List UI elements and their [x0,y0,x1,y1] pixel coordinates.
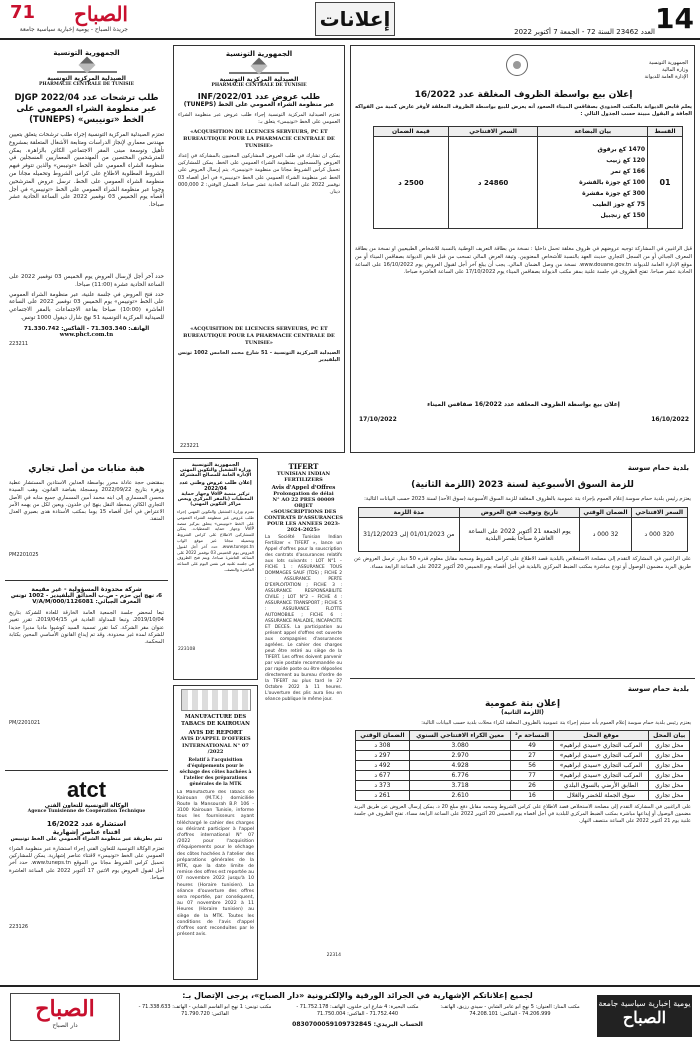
footer-office-1: مكتب المنار: العنوان: 5 نهج ابو عامر الشابي - سيدي رزيق، الهاتف: 74.206.999 - الفاكس: 74.208.101 [440,1004,580,1017]
ad-pct-tender-inf [173,45,345,453]
ad-subtitle: تركيز منصة VoIP وجهاز حماية المعطيات (بالمقر المركزي وبعض مراكز التكوين المهني) [177,492,254,507]
item-line: 300 كغ جوزة مقشرة [582,190,646,197]
ministry-label: وزارة التشغيل والتكوين المهني [179,468,252,473]
table-cell: 32 000 د [580,518,632,552]
org-name-fr: PHARMACIE CENTRALE DE TUNISIE [211,83,307,88]
republic-label: الجمهورية التونسية [225,50,293,58]
ad-heba-gift [5,458,168,576]
municipality-name: بلدية حمام سوسة [627,464,689,472]
col-header: السعر الافتتاحي [631,508,687,518]
ad-atct [5,770,168,980]
ad-title: طلب عروض عدد 2022/01/INF [197,92,321,101]
table-row: محل تجاري سوق الجملة للخضر والغلال 16 2.610 261 د [356,791,690,801]
table-cell: يوم الجمعة 21 أكتوبر 2022 على الساعة العاشرة صباحا بقصر البلدية [460,518,580,552]
ad-body: بمقتضى حجة عادلة محرر بواسطة العدلين الأستاذين المستشار عطية وزهرة بتاريخ 2022/09/22 ومسجلة بقباضة القانون، وهب السيدة محسن المسماري إلى ابنه محمد أمين المسماري جميع منابه في الأصل التجاري الكائن بمحطة النقل بنهج ابن خلدون. ويعين لكل من يهمه الأمر الاعتراض في أجل أقصاه 15 يوما بمكتب الأستاذة هدى بصيري العدل المنفذ. [9,480,164,523]
ad-body: يعتزم رئيس بلدية حمام سوسة إعلام العموم بأنه سيتم إجراء بتة عمومية بالظروف المغلقة لكراء محلات بلدية حسب البيانات التالية: [421,720,691,726]
ad-body-2: يمكن أن تشارك في طلب العروض المشاركون المعنيون بالمشاركة في إعداد العروض والمسجلون بمنظومة الشراء العمومي على الخط. يمكن للمشاركين تحميل كراس الشروط مجانا من منظومة «تونيبس». يتم إرسال العروض على الخط عبر منظومة الشراء العمومي على الخط «تونيبس» في أجل أقصاه 03 نوفمبر 2022 على الساعة الحادية عشر صباحا. الضمان الوقتي: 2 000,000 دينار. [178,153,340,196]
ad-body: La Manufacture des Tabacs de Kairouan (M.T.K.) domiciliée Route la Mansourah B.P. 106 - 3100 Kairouan Tunisie, informe tous les fournisseurs ayant téléchargé le cahier des charges ou désirant participer à l'appel d'offres international N° 07 /2022 pour l'acquisition d'équipements pour le séchage des côtes hachées à l'atelier des préparations générales de la MTK, que la date limite de remise des offres est reportée au 07 novembre 2022 jusqu'à 10 heures (Horaire tunisien). La séance d'ouverture des offres sera reportée, par conséquent, au 07 novembre 2022 à 11 Heures (Horaire tunisien) au siège de la MTK. Toutes les conditions de l'avis d'appel d'offres sont reconduites par le présent avis. [177,789,254,938]
ad-ref: N° AO 22 PRES 00009 [272,497,335,503]
footer-office-2: مكتب البحيرة: 4 شارع ابن خلدون، الهاتف: 71.752.178 - 71.752.440 - الفاكس: 71.750.004 [296,1004,419,1017]
org-name-fr: MANUFACTURE DES TABACS DE KAIROUAN [181,714,250,727]
footer-headline: لجميع إعلاناتكم الإشهارية في الجرائد الورقية والإلكترونية «دار الصباح»، يرجى الإتصال بـ: [182,991,533,1000]
ad-body: تبعا لمحضر جلسة الجمعية العامة الخارقة للعادة للشركة بتاريخ 2019/10/04، وتبعا للمداولة العادية في 2019/04/15، تقرر تغيير عنوان مقر الشركة. كما تقرر تسمية السيد كوشيوا ماديا مديرا جديدا للشركة لمدة غير محدودة. وقد تم إيداع القانون الأساسي المحين بكتابة المحكمة. [9,610,164,646]
ad-subtitle: Prolongation de délai [273,491,334,497]
pct-logo-icon [5,59,168,73]
col-header: الضمان الوقتي [580,508,632,518]
col-header: المساحة م² [511,731,553,741]
org-name-full: TUNISIAN INDIAN FERTILIZERS [276,471,331,483]
page-header [0,0,700,40]
deadline-line: إعلان بيع بواسطة الظروف المغلقة عدد 16/2022 صفاقس الميناء [427,401,620,408]
deadline-date: 16/10/2022 [651,416,689,423]
masthead-title: الصباح [73,2,128,26]
objet-label: OBJET [294,503,313,509]
ad-body: تعتزم الوكالة التونسية للتعاون الفني إجراء استشارة عبر منظومة الشراء العمومي على الخط «تونيبس» لاقتناء عناصر إشهارية. يمكن للمشاركين تحميل كراس الشروط مجانا من الموقع www.tuneps.tn. حدد آخر أجل لقبول العروض يوم الاثنين 17 أكتوبر 2022 على الساعة العاشرة صباحا. [9,846,164,881]
issue-line: العدد 23462 السنة 72 - الجمعة 7 أكتوبر 2022 [514,28,655,36]
ad-subtitle: اقتناء عناصر إشهارية [52,828,121,836]
ref-number: 223211 [9,340,29,347]
col-header: الضمان الوقتي [356,731,410,741]
col-header: قيمة الضمان [374,127,449,137]
col-header: موقع المحل [553,731,649,741]
ad-hammam-sousse-shops [350,678,695,980]
footer-office-3: مكتب تونس: 1 نهج ابو القاسم الشابي - الهاتف: 71.338.633 - الفاكس: 71.790.720 [138,1004,272,1017]
ad-hammam-sousse-market [350,458,695,673]
ad-customs-sale [350,45,695,453]
state-emblem-icon [506,54,528,76]
page-number: 14 [655,2,694,35]
guarantee-value: 2500 د [374,137,449,229]
page-footer [0,985,700,1045]
ad-subtitle: (اللزمة الثانية) [501,709,544,716]
object-fr-repeat: «ACQUISITION DE LICENCES SERVEURS, PC ET BUREAUTIQUE POUR LA PHARMACIE CENTRALE DE TUNISIE» [183,326,335,346]
address: الصيدلية المركزية التونسية - 51 شارع محمد الخامس 1002 تونس البلفيدير [178,350,340,363]
masthead-sub: جريدة الصباح - يومية إخبارية سياسية جامعة [19,26,128,33]
ad-title: إعلان بيع بواسطة الظروف المغلقة عدد 16/2022 [414,90,633,100]
municipality-name: بلدية حمام سوسة [627,685,689,693]
atct-logo-text: atct [66,777,107,802]
item-line: 75 كغ جوز الطيب [592,201,646,208]
ad-title: هبة منابات من أصل تجاري [28,464,145,474]
col-header: مدة اللزمة [358,508,460,518]
masthead-logo[interactable] [8,2,128,38]
table-row: محل تجاري المركب التجاري «سيدي ابراهيم» 27 2.970 297 د [356,751,690,761]
ad-body-2: على الراغبين في المشاركة التقدم إلى مصلحة الاستخلاص بالبلدية قصد الاطلاع على كراس الشروط وسحبه مقابل معلوم قدره 50 دينار. ترسل العروض عن طريق البريد مضمون الوصول أو تودع مباشرة بمكتب الضبط المركزي بالبلدية في أجل أقصاه يوم الخميس 20 أكتوبر 2022 على الساعة الرابعة مساء. [354,556,691,570]
ad-title: Avis d'Appel d'Offres [271,485,336,491]
ref-number: 223221 [180,442,200,449]
masthead-number: 71 [10,2,36,23]
avis-title: AVIS D'APPEL D'OFFRES INTERNATIONAL N° 07 /2022 [180,736,251,755]
ad-ministry-employment [173,458,258,680]
col-header: القسط [648,127,683,137]
object-fr: «ACQUISITION DE LICENCES SERVEURS, PC ET BUREAUTIQUE POUR LA PHARMACIE CENTRALE DE TUNISIE» [183,129,335,149]
col-header: معين الكراء الافتتاحي السنوي [409,731,511,741]
shops-table [355,730,690,801]
ad-kairouan-tobacco [173,685,258,980]
org-name: TIFERT [288,462,319,471]
ad-company-notice [5,580,168,765]
pct-logo-icon [174,60,344,74]
kairouan-logo-icon [181,689,251,711]
website-link[interactable]: www.phct.com.tn [59,331,114,338]
table-row: محل تجاري الطابق الأرضي بالسوق البلدي 26 3.718 373 د [356,781,690,791]
ref-number: 22314 [326,953,341,958]
ad-title: إعلان بتة عمومية [484,699,561,709]
ad-body: تعتزم الصيدلية المركزية التونسية إجراء طلب عروض عبر منظومة الشراء العمومي على الخط «تونيبس» يتعلق بـ: [178,112,340,125]
footer-logo[interactable] [10,993,120,1041]
opening-price: 24860 د [448,137,538,229]
col-header: تاريخ وتوقيت فتح العروض [460,508,580,518]
footer-tagline-box [597,995,692,1037]
ad-subtitle-2: تتم بطريقة عبر منظومة الشراء العمومي على الخط تونيبس [10,836,163,842]
ref-number: 223108 [178,647,196,652]
org-name: الصيدلية المركزية التونسية [47,75,126,82]
ad-title: للزمة السوق الأسبوعية لسنة 2023 (اللزمة الثانية) [411,480,634,490]
lot-number: 01 [648,137,683,229]
item-line: 1470 كغ برقوق [597,146,646,153]
ad-object: «SOUSCRIPTIONS DES CONTRATS D'ASSURANCES POUR LES ANNEES 2023-2024-2025» [264,509,343,533]
ad-title: استشارة عدد 16/2022 [46,820,127,828]
directorate-label: الإدارة العامة للديوانة [644,74,688,80]
ad-title: إعلان طلب عروض وطني عدد 2022/04 [179,480,252,492]
lots-table [373,126,683,229]
ad-title: طلب ترشحات عدد DJGP 2022/04 عبر منظومة الشراء العمومي على الخط «تونيبس» (TUNEPS) [14,93,159,125]
footer-tagline: يومية إخبارية سياسية جامعة [598,999,691,1008]
republic-label: الجمهورية التونسية [648,60,688,66]
ad-body: La Société Tunisian Indian Fertilizer « TIFERT », lance un Appel d'offres pour la souscription des contrats d'assurances relatifs aux lots suivants : LOT N°1 – FICHE 1 : ASSURANCE TOUS DOMMAGES SAUF (TDS) ; FICHE 2 : ASSURANCE PERTE D'EXPLOITATION ; FICHE 3 : ASSURANCE RESPONSABILITE CIVILE ; LOT N°2 – FICHE 4 : ASSURANCE TRANSPORT ; FICHE 5 : ASSURANCE FLOTTE AUTOMOBILE ; FICHE 6 : ASSURANCE MALADIE, INCAPACITE ET DECES. La participation au présent appel d'offres est ouverte aux compagnies d'assurances agréées. Le cahier des charges peut être retiré au siège de la TIFERT. Les offres doivent parvenir par voie postale recommandée ou par rapide poste ou être déposées directement au bureau d'ordre de la TIFERT au plus tard le 27 Octobre 2022 à 11 heures. L'ouverture des plis aura lieu en séance publique le même jour. [265,535,342,702]
ad-object: Relatif à l'acquisition d'équipements pour le séchage des côtes hachées à l'atelier des préparations générales de la MTK [179,757,252,787]
org-name-fr: PHARMACIE CENTRALE DE TUNISIE [38,82,135,87]
ad-body: تعتزم الصيدلية المركزية التونسية إجراء طلب ترشحات يتعلق بتعيين مهندس معماري لإنجاز الدراسات ومتابعة الأشغال المتعلقة بمشروع تأهيل وتوسعة مبنى المقر الاجتماعي الكائن بالزاهرة. يمكن للمترشحين المختصين من المهندسين المعماريين المسجلين في منظومة الشراء العمومي على الخط «تونيبس» والذين تتوفر فيهم الشروط المطلوبة الاطلاع على كراس الشروط وتحميله مجانا من منظومة الشراء العمومي على الخط. ترسل عروض المترشحين وجوبا عبر منظومة الشراء العمومي على الخط «تونيبس» في أجل أقصاه يوم الخميس 03 نوفمبر 2022 على الساعة الحادية عشر صباحا. [9,132,165,209]
ministry-label: وزارة المالية [662,67,688,73]
footer-contacts [130,991,585,1028]
ad-body: يعتزم رئيس بلدية حمام سوسة إعلام العموم بإجراء بتة عمومية بالظروف المغلقة للزمة السوق الأسبوعية (سوق الأحد) لسنة 2023 حسب البيانات التالية: [364,496,691,502]
items-list [538,137,648,229]
agency-label: الإدارة العامة للمصالح المشتركة [179,473,252,478]
company-type: شركة محدودة المسؤولية - غير مقيمة [31,586,142,593]
table-row: محل تجاري المركب التجاري «سيدي ابراهيم» 49 3.080 308 د [356,741,690,751]
footer-logo-title: الصباح [35,996,95,1022]
ad-body-2: على الراغبين في المشاركة التقدم إلى مصلحة الاستخلاص قصد الاطلاع على كراس الشروط وسحبه مقابل دفع مبلغ 20 د. يمكن إرسال العروض عن طريق البريد مضمون الوصول أو إيداعها مباشرة بمكتب الضبط المركزي للبلدية في أجل أقصاه يوم الخميس 20 أكتوبر 2022 على الساعة الرابعة مساء. تفتح الظروف في جلسة علنية يوم 21 أكتوبر 2022 على الساعة منتصف النهار. [354,804,691,825]
ad-pct-candidacy [5,45,168,453]
market-table [358,507,688,552]
contact-line: الهاتف: 71.303.340 - الفاكس: 71.330.742 [23,325,150,332]
opening-text: حدد فتح العروض في جلسة علنية، عبر منظومة الشراء العمومي على الخط «تونيبس» يوم الخميس 03 نوفمبر 2022 على الساعة العاشرة (10:00) صباحا بقاعة الاجتماعات بالمقر الاجتماعي للصيدلية المركزية التونسية 51 نهج شارل ديقول 1000 تونس. [9,291,165,321]
deadline-text: حدد آخر أجل لإرسال العروض يوم الخميس 03 نوفمبر 2022 على الساعة الحادية عشرة (11:00) صباحا. [9,274,165,288]
org-name-fr: Agence Tunisienne de Coopération Technique [27,809,146,814]
company-address: 6، نهج ابن حزم - ص.ب الحدائق البلفيدير - 1002 تونس [10,593,163,599]
republic-label: الجمهورية التونسية [53,49,120,57]
ref-number: PM/2201021 [9,720,41,726]
footer-logo-sub: دار الصباح [52,1022,78,1029]
org-name: الصيدلية المركزية التونسية [219,76,299,83]
col-header: بيان المحل [649,731,690,741]
item-line: 100 كغ جوزة بالقشرة [579,179,646,186]
ad-body: قبل الراغبين في المشاركة توجيه عروضهم في ظروف مغلقة تحمل داخليا : نسخة من بطاقة التعريف الوطنية بالنسبة للأشخاص الطبيعيين أو نسخة من بطاقة المعرف الجبائي أو من السجل التجاري حديث العهد بالنسبة للأشخاص المعنويين. وثيقة العرض المالي تسحب من قبل قابض الديوانة بصفاقس الميناء أو من موقع الإدارة العامة للديوانة www.douane.gov.tn. نسخة من وصل الضمان المالي. يجب أن يبلغ آخر أجل لقبول العروض يوم 16/10/2022 على الساعة الحادية عشر صباحا. تفتح الظروف في جلسة علنية بمقر مكتب الديوانة بصفاقس الميناء يوم 17/10/2022 على الساعة العاشرة صباحا. [355,246,692,276]
footer-bank-account: الحساب البريدي: 0830700059109732845 [292,1021,423,1028]
opening-date: 17/10/2022 [359,416,397,423]
table-row: محل تجاري المركب التجاري «سيدي ابراهيم» 56 4.928 492 د [356,761,690,771]
ad-body: تعتزم وزارة التشغيل والتكوين المهني إجراء طلب عروض عبر منظومة الشراء العمومي على الخط «تونيبس» يتعلق بتركيز منصة VoIP وجهاز حماية المعطيات. يمكن للمشاركين الاطلاع على كراس الشروط وتحميله مجانا عبر موقع الواب www.tuneps.tn. حدد آخر أجل لقبول العروض يوم الخميس 03 نوفمبر 2022 على الساعة العاشرة صباحا، ويتم فتح الظروف في جلسة علنية في نفس اليوم على الساعة العاشرة والنصف. [177,509,254,572]
col-header: السعر الافتتاحي [448,127,538,137]
republic-label: الجمهورية التونسية [191,462,240,468]
col-header: بيان البضاعة [538,127,648,137]
item-line: 166 كغ تمر [610,168,646,175]
avis-report: AVIS DE REPORT [188,730,243,736]
ref-number: 223126 [9,924,29,930]
ad-tifert [262,458,345,980]
item-line: 150 كغ زنجبيل [600,212,646,219]
section-title: إعلانات [315,2,395,36]
table-cell: من 01/01/2023 إلى 31/12/2023 [358,518,460,552]
atct-logo [5,777,168,803]
footer-brand: الصباح [622,1008,667,1027]
org-name: الوكالة التونسية للتعاون الفني [44,803,129,809]
table-cell: 320 000 د [631,518,687,552]
ad-intro: يعلم قابض الديوانة بالمكتب الحدودي بصفاقس الميناء الصعود أنه يعرض للبيع بواسطة الظروف المغلقة لأوفر عارض كمية من الفواكه الجافة و البقول مبينة حسب الجدول التالي : [355,104,692,117]
item-line: 120 كغ زبيب [606,157,646,164]
table-row: محل تجاري المركب التجاري «سيدي ابراهيم» 77 6.776 677 د [356,771,690,781]
company-tax-id: المعرف الجبائي: 1126081/V/A/M/000 [32,599,141,605]
ad-subtitle: عبر منظومة الشراء العمومي على الخط (TUNEPS) [183,101,335,108]
ref-number: PM2201025 [9,552,39,558]
